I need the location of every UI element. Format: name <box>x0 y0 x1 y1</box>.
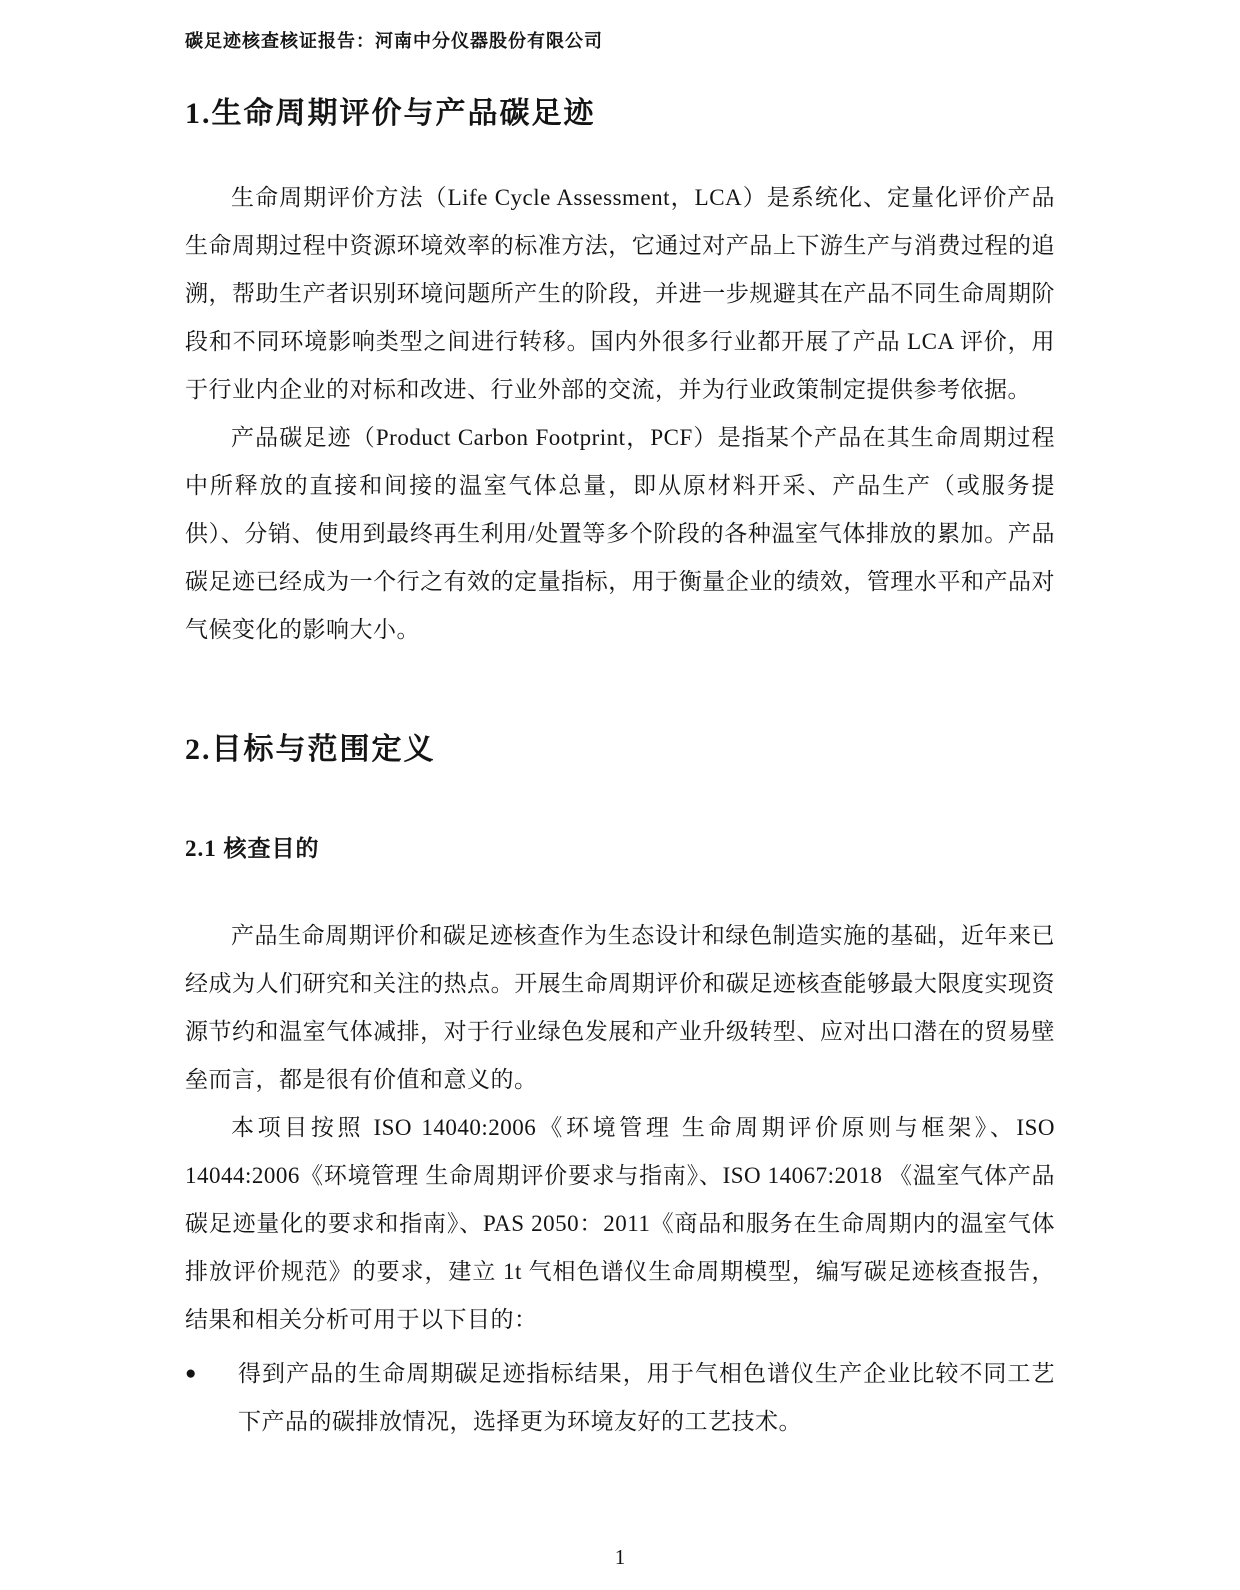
paragraph-verification-basis: 产品生命周期评价和碳足迹核查作为生态设计和绿色制造实施的基础，近年来已经成为人们研究和关注的热点。开展生命周期评价和碳足迹核查能够最大限度实现资源节约和温室气体减排，对于行业绿色发展和产业升级转型、应对出口潜在的贸易壁垒而言，都是很有价值和意义的。 <box>185 923 1055 1092</box>
section-2-heading: 2.目标与范围定义 <box>185 733 436 766</box>
bullet-item <box>185 1350 1055 1446</box>
section-1-heading: 1.生命周期评价与产品碳足迹 <box>185 97 596 130</box>
page-number: 1 <box>614 1545 626 1569</box>
paragraph-pcf-intro: 产品碳足迹（Product Carbon Footprint，PCF）是指某个产品在其生命周期过程中所释放的直接和间接的温室气体总量，即从原材料开采、产品生产（或服务提供）、分销、使用到最终再生利用/处置等多个阶段的各种温室气体排放的累加。产品碳足迹已经成为一个行之有效的定量指标，用于衡量企业的绩效，管理水平和产品对气候变化的影响大小。 <box>185 425 1055 642</box>
bullet-marker: ● <box>185 1363 197 1384</box>
document-header: 碳足迹核查核证报告：河南中分仪器股份有限公司 <box>185 31 603 51</box>
subsection-2-1-heading: 2.1 核查目的 <box>185 836 320 861</box>
paragraph-lca-intro: 生命周期评价方法（Life Cycle Assessment，LCA）是系统化、定量化评价产品生命周期过程中资源环境效率的标准方法，它通过对产品上下游生产与消费过程的追溯，帮助生产者识别环境问题所产生的阶段，并进一步规避其在产品不同生命周期阶段和不同环境影响类型之间进行转移。国内外很多行业都开展了产品 LCA 评价，用于行业内企业的对标和改进、行业外部的交流，并为行业政策制定提供参考依据。 <box>185 185 1055 402</box>
bullet-text-carbon-indicator: 得到产品的生命周期碳足迹指标结果，用于气相色谱仪生产企业比较不同工艺下产品的碳排放情况，选择更为环境友好的工艺技术。 <box>238 1361 1055 1434</box>
paragraph-standards-reference: 本项目按照 ISO 14040:2006《环境管理 生命周期评价原则与框架》、ISO 14044:2006《环境管理 生命周期评价要求与指南》、ISO 14067:2018 《温室气体产品碳足迹量化的要求和指南》、PAS 2050：2011《商品和服务在生命周期内的温室气体排放评价规范》的要求，建立 1t 气相色谱仪生命周期模型，编写碳足迹核查报告，结果和相关分析可用于以下目的： <box>185 1115 1055 1332</box>
